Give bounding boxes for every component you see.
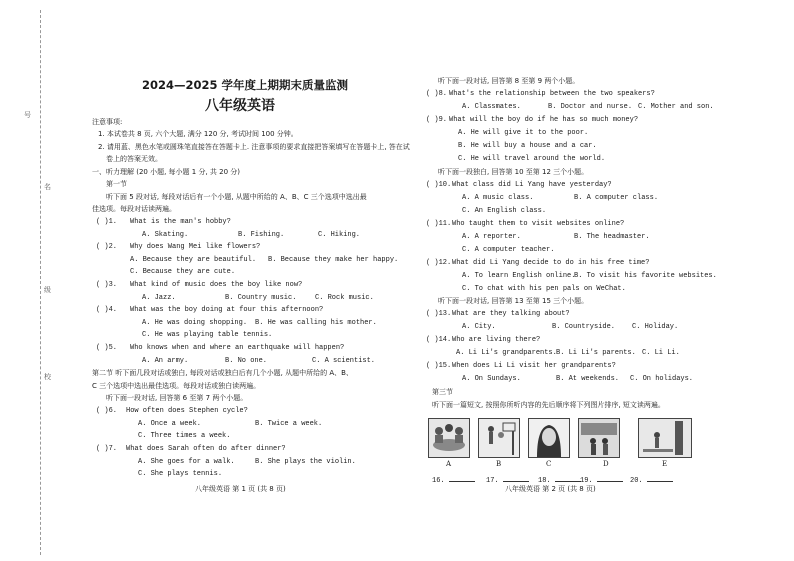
question-number: ( )14. xyxy=(426,336,452,344)
option: C. A computer teacher. xyxy=(462,246,555,254)
answer-blank[interactable]: 17. xyxy=(486,474,529,485)
question-text: When does Li Li visit her grandparents? xyxy=(452,362,616,370)
option: C. Holiday. xyxy=(632,323,679,331)
answer-blank[interactable]: 16. xyxy=(432,474,475,485)
page-footer: 八年级英语 第 1 页 (共 8 页) xyxy=(195,485,286,493)
picture-girl-portrait xyxy=(528,418,570,458)
section-instruction: 佳选项。每段对话读两遍。 xyxy=(92,205,176,213)
option: B. The headmaster. xyxy=(574,233,650,241)
answer-blank[interactable]: 20. xyxy=(630,474,673,485)
option: C. Because they are cute. xyxy=(130,268,236,276)
option: C. Three times a week. xyxy=(138,432,231,440)
option: B. Fishing. xyxy=(238,231,285,239)
question-number: ( )7. xyxy=(96,445,118,453)
option: C. On holidays. xyxy=(630,375,694,383)
option: B. Li Li's parents. xyxy=(556,349,636,357)
page-footer: 八年级英语 第 2 页 (共 8 页) xyxy=(505,485,596,493)
picture-shop xyxy=(578,418,620,458)
binding-mark: 级 xyxy=(44,286,51,294)
question-number: ( )5. xyxy=(96,344,118,352)
subsection-instruction: 听下面一段对话, 回答第 8 至第 9 两个小题。 xyxy=(438,77,580,85)
option: B. Because they make her happy. xyxy=(268,256,399,264)
option: B. He was calling his mother. xyxy=(255,319,377,327)
picture-label: A xyxy=(446,460,452,468)
binding-mark: 号 xyxy=(24,111,31,119)
question-text: Who knows when and where an earthquake will happen? xyxy=(130,344,345,352)
question-number: ( )3. xyxy=(96,281,118,289)
notes-heading: 注意事项: xyxy=(92,118,123,126)
exam-title: 2024—2025 学年度上期期末质量监测 xyxy=(142,78,349,92)
option: B. At weekends. xyxy=(556,375,620,383)
question-number: ( )11. xyxy=(426,220,452,228)
picture-label: C xyxy=(546,460,552,468)
question-text: What's the relationship between the two speakers? xyxy=(449,90,655,98)
question-number: ( )4. xyxy=(96,306,118,314)
option: A. Classmates. xyxy=(462,103,521,111)
binding-line xyxy=(40,10,41,555)
picture-family-dinner xyxy=(428,418,470,458)
option: B. A computer class. xyxy=(574,194,659,202)
option: B. Country music. xyxy=(225,294,297,302)
question-text: What class did Li Yang have yesterday? xyxy=(452,181,612,189)
question-text: What kind of music does the boy like now? xyxy=(130,281,303,289)
answer-blank[interactable]: 19. xyxy=(580,474,623,485)
option: A. City. xyxy=(462,323,496,331)
question-text: How often does Stephen cycle? xyxy=(126,407,248,415)
option: B. To visit his favorite websites. xyxy=(574,272,717,280)
option: A. Skating. xyxy=(142,231,189,239)
note-line: 卷上的答案无效。 xyxy=(106,155,162,163)
question-text: Why does Wang Mei like flowers? xyxy=(130,243,261,251)
option: C. Mother and son. xyxy=(638,103,714,111)
option: A. To learn English online. xyxy=(462,272,576,280)
picture-basketball xyxy=(478,418,520,458)
section-heading: 第一节 xyxy=(106,180,127,188)
option: C. Rock music. xyxy=(315,294,374,302)
section-instruction: 听下面 5 段对话, 每段对话后有一个小题, 从题中所给的 A、B、C 三个选项中选出最 xyxy=(106,193,367,201)
option: C. She plays tennis. xyxy=(138,470,223,478)
option: C. A scientist. xyxy=(312,357,376,365)
picture-park xyxy=(638,418,692,458)
option: A. Once a week. xyxy=(138,420,202,428)
question-number: ( )6. xyxy=(96,407,118,415)
question-text: Who are living there? xyxy=(452,336,541,344)
option: C. He was playing table tennis. xyxy=(142,331,273,339)
option: C. He will travel around the world. xyxy=(458,155,606,163)
question-text: What was the boy doing at four this afternoon? xyxy=(130,306,324,314)
option: A. Li Li's grandparents. xyxy=(456,349,557,357)
binding-mark: 校 xyxy=(44,373,51,381)
question-number: ( )12. xyxy=(426,259,452,267)
section-instruction: 听下面一篇短文, 按照你所听内容的先后顺序将下列图片排序, 短文读两遍。 xyxy=(432,401,665,409)
option: B. She plays the violin. xyxy=(255,458,356,466)
option: C. To chat with his pen pals on WeChat. xyxy=(462,285,626,293)
option: B. Countryside. xyxy=(552,323,616,331)
option: A. An army. xyxy=(142,357,189,365)
section-instruction: C 三个选项中选出最佳选项。每段对话或独白读两遍。 xyxy=(92,382,261,390)
subsection-instruction: 听下面一段独白, 回答第 10 至第 12 三个小题。 xyxy=(438,168,589,176)
question-number: ( )15. xyxy=(426,362,452,370)
question-number: ( )10. xyxy=(426,181,452,189)
option: A. On Sundays. xyxy=(462,375,521,383)
question-number: ( )8. xyxy=(426,90,448,98)
question-number: ( )1. xyxy=(96,218,118,226)
option: B. He will buy a house and a car. xyxy=(458,142,597,150)
question-number: ( )13. xyxy=(426,310,452,318)
question-text: Who taught them to visit websites online? xyxy=(452,220,625,228)
question-text: What are they talking about? xyxy=(452,310,570,318)
option: C. An English class. xyxy=(462,207,547,215)
answer-blank[interactable]: 18. xyxy=(538,474,581,485)
binding-mark: 名 xyxy=(44,183,51,191)
option: C. Li Li. xyxy=(642,349,680,357)
exam-subtitle: 八年级英语 xyxy=(205,98,275,114)
option: A. He will give it to the poor. xyxy=(458,129,589,137)
question-number: ( )9. xyxy=(426,116,448,124)
option: B. No one. xyxy=(225,357,268,365)
option: B. Twice a week. xyxy=(255,420,323,428)
option: A. Because they are beautiful. xyxy=(130,256,257,264)
picture-label: B xyxy=(496,460,502,468)
question-text: What does Sarah often do after dinner? xyxy=(126,445,286,453)
subsection-instruction: 听下面一段对话, 回答第 6 至第 7 两个小题。 xyxy=(106,394,248,402)
picture-label: E xyxy=(662,460,668,468)
section-instruction: 第二节 听下面几段对话或独白, 每段对话或独白后有几个小题, 从题中所给的 A、B、 xyxy=(92,369,353,377)
option: A. A music class. xyxy=(462,194,534,202)
option: A. He was doing shopping. xyxy=(142,319,248,327)
section-heading: 第三节 xyxy=(432,388,453,396)
question-number: ( )2. xyxy=(96,243,118,251)
subsection-instruction: 听下面一段对话, 回答第 13 至第 15 三个小题。 xyxy=(438,297,589,305)
note-line: 1. 本试卷共 8 页, 六个大题, 满分 120 分, 考试时间 100 分钟。 xyxy=(98,130,298,138)
option: A. A reporter. xyxy=(462,233,521,241)
question-text: What will the boy do if he has so much money? xyxy=(449,116,639,124)
part-heading: 一、听力理解 (20 小题, 每小题 1 分, 共 20 分) xyxy=(92,168,240,176)
option: C. Hiking. xyxy=(318,231,361,239)
question-text: What is the man's hobby? xyxy=(130,218,231,226)
option: A. Jazz. xyxy=(142,294,176,302)
question-text: What did Li Yang decide to do in his free time? xyxy=(452,259,650,267)
option: B. Doctor and nurse. xyxy=(548,103,633,111)
note-line: 2. 请用蓝、黑色水笔或圆珠笔直接答在答题卡上. 注意事项的要求直接把答案填写在答题卡上, 答在试 xyxy=(98,143,410,151)
picture-label: D xyxy=(603,460,609,468)
option: A. She goes for a walk. xyxy=(138,458,235,466)
